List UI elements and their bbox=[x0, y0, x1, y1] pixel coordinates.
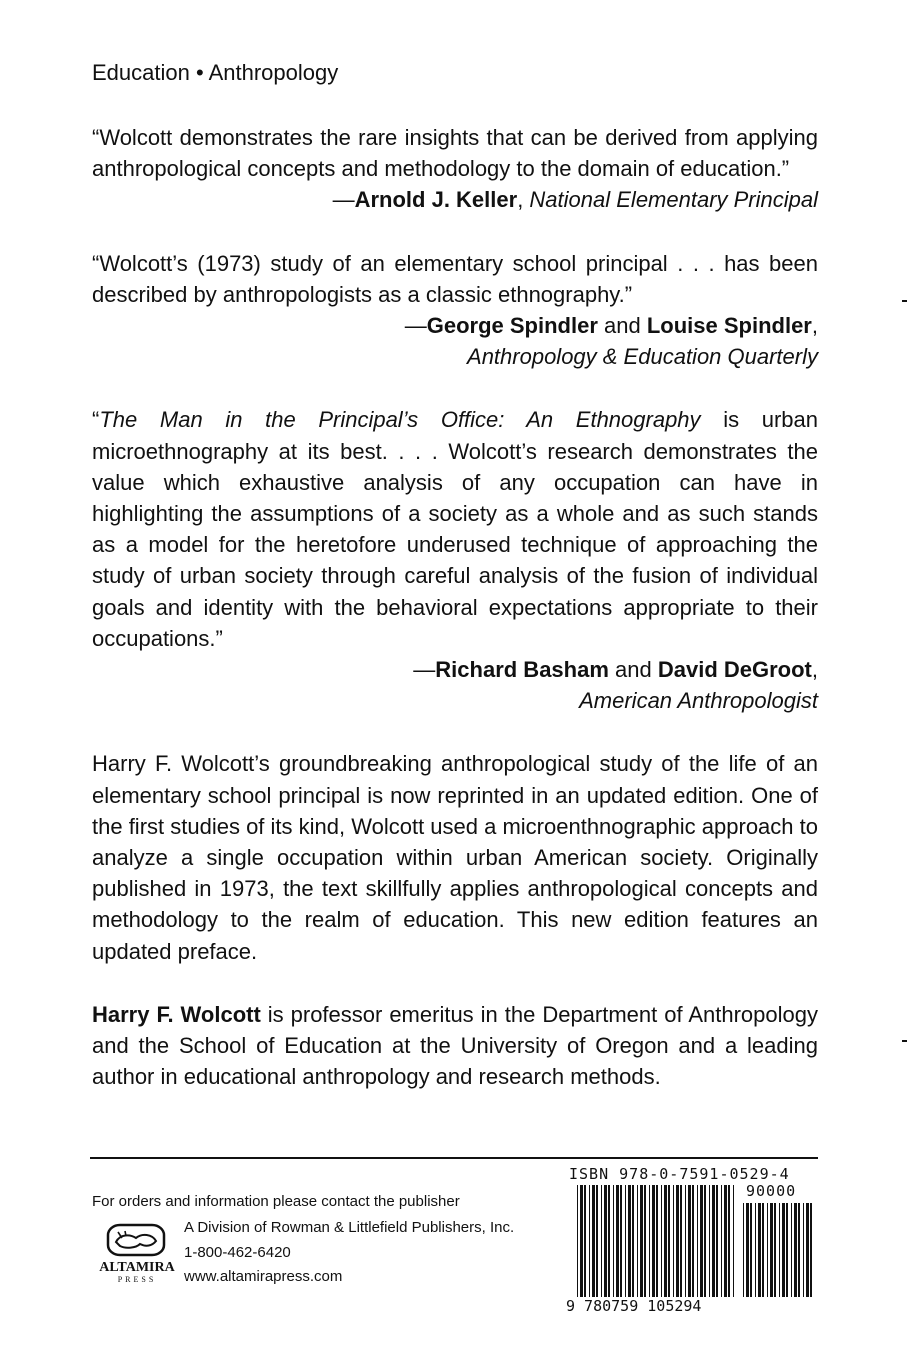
review-quote-2 bbox=[92, 248, 818, 373]
barcode-bar bbox=[652, 1185, 655, 1297]
review-quote-3 bbox=[92, 404, 818, 716]
barcode-bar bbox=[750, 1203, 752, 1297]
barcode-bar bbox=[616, 1185, 619, 1297]
barcode-digits: 9 780759 105294 bbox=[566, 1297, 702, 1315]
barcode-bar bbox=[640, 1185, 643, 1297]
barcode-bar bbox=[661, 1185, 662, 1297]
quote-body: is urban microethnography at its best. . . . Wolcott’s research demonstrates the value which exhaustive analysis of any occupation can have in highlighting the assumptions of a society as a whole and as such stands as a model for the heretofore underused technique of approaching the study of urban society through careful analysis of the fusion of individual goals and identity with the behavioral expectations appropriate to their occupations.” bbox=[92, 407, 818, 651]
reviewer-name: Arnold J. Keller bbox=[354, 187, 518, 213]
barcode-bar bbox=[601, 1185, 602, 1297]
barcode-bar bbox=[649, 1185, 650, 1297]
barcode-bar bbox=[810, 1203, 812, 1297]
altamira-logo-icon bbox=[92, 1222, 182, 1284]
quote-attribution bbox=[92, 654, 818, 685]
reviewer-name: Louise Spindler bbox=[646, 313, 812, 339]
book-title: The Man in the Principal’s Office: An Ethnography bbox=[99, 407, 701, 433]
barcode-bar bbox=[692, 1185, 694, 1297]
barcode-bar bbox=[782, 1203, 785, 1297]
author-name: Harry F. Wolcott bbox=[92, 1001, 261, 1027]
barcode-bar bbox=[664, 1185, 667, 1297]
barcode-bar bbox=[604, 1185, 607, 1297]
barcode-bar bbox=[746, 1203, 749, 1297]
barcode-bar bbox=[608, 1185, 610, 1297]
quote-text: “Wolcott demonstrates the rare insights that can be derived from applying anthropological concepts and methodology to the domain of education.” bbox=[92, 125, 818, 182]
barcode-bar bbox=[628, 1185, 631, 1297]
barcode-bar bbox=[688, 1185, 691, 1297]
barcode-bar bbox=[613, 1185, 614, 1297]
barcode-bar bbox=[656, 1185, 658, 1297]
open-quote: “ bbox=[92, 407, 100, 433]
barcode-bar bbox=[712, 1185, 715, 1297]
quote-attribution bbox=[92, 184, 818, 215]
barcode-bar bbox=[577, 1185, 578, 1297]
barcode-bar bbox=[668, 1185, 670, 1297]
attribution-conjunction: and bbox=[608, 657, 658, 683]
book-description: Harry F. Wolcott’s groundbreaking anthropological study of the life of an elementary school principal is now reprinted in an updated edition. One of the first studies of its kind, Wolcott used a microenthnographic approach to analyze a single occupation within urban American society. Originally published in 1973, the text skillfully applies anthropological concepts and methodology to the realm of education. This new edition features an updated preface. bbox=[92, 751, 818, 964]
attribution-comma: , bbox=[811, 657, 818, 683]
barcode-bar bbox=[697, 1185, 698, 1297]
quote-text: “Wolcott’s (1973) study of an elementary school principal . . . has been described by anthropologists as a classic ethnography.” bbox=[92, 250, 818, 307]
logo-subtitle: PRESS bbox=[117, 1275, 157, 1284]
quote-attribution bbox=[92, 310, 818, 341]
barcode-bar bbox=[584, 1185, 586, 1297]
barcode-bar bbox=[632, 1185, 634, 1297]
barcode-bar bbox=[637, 1185, 638, 1297]
barcode-bar bbox=[806, 1203, 809, 1297]
barcode-bar bbox=[685, 1185, 686, 1297]
barcode-bar bbox=[791, 1203, 792, 1297]
cover-content bbox=[92, 122, 818, 1092]
barcode-bar bbox=[762, 1203, 764, 1297]
barcode-bar bbox=[676, 1185, 679, 1297]
barcode-bar bbox=[704, 1185, 706, 1297]
barcode-bar bbox=[721, 1185, 722, 1297]
crop-mark bbox=[902, 1040, 907, 1042]
category-heading: Education • Anthropology bbox=[92, 60, 339, 85]
barcode-bar bbox=[758, 1203, 761, 1297]
attribution-conjunction: and bbox=[597, 313, 647, 339]
barcode-bar bbox=[798, 1203, 800, 1297]
publisher-phone: 1-800-462-6420 bbox=[184, 1243, 291, 1261]
publication-name: American Anthropologist bbox=[579, 688, 818, 714]
barcode-bar bbox=[596, 1185, 598, 1297]
isbn-number: ISBN 978-0-7591-0529-4 bbox=[569, 1165, 790, 1183]
quote-publication-line bbox=[92, 341, 818, 372]
author-bio bbox=[92, 999, 818, 1093]
publisher-website[interactable]: www.altamirapress.com bbox=[184, 1268, 343, 1285]
publisher-contact: For orders and information please contact the publisher bbox=[92, 1193, 460, 1210]
barcode-bar bbox=[794, 1203, 797, 1297]
attribution-dash: — bbox=[404, 313, 427, 339]
barcode-bar bbox=[755, 1203, 756, 1297]
attribution-dash: — bbox=[413, 657, 436, 683]
logo-wordmark: ALTAMIRA bbox=[99, 1260, 175, 1275]
barcode-bar bbox=[620, 1185, 622, 1297]
barcode-bar bbox=[580, 1185, 583, 1297]
price-addon-bars bbox=[742, 1203, 814, 1297]
footer-divider bbox=[90, 1157, 818, 1159]
barcode-bar bbox=[786, 1203, 788, 1297]
barcode-bar bbox=[625, 1185, 626, 1297]
barcode-bar bbox=[700, 1185, 703, 1297]
attribution-comma: , bbox=[811, 313, 818, 339]
attribution-separator: , bbox=[517, 187, 530, 213]
publication-name: National Elementary Principal bbox=[529, 187, 818, 213]
reviewer-name: David DeGroot bbox=[657, 657, 812, 683]
publication-name: Anthropology & Education Quarterly bbox=[467, 344, 818, 370]
barcode-bar bbox=[728, 1185, 730, 1297]
barcode-bar bbox=[680, 1185, 682, 1297]
barcode-bar bbox=[770, 1203, 773, 1297]
barcode-bar bbox=[743, 1203, 744, 1297]
author-bio-text: is professor emeritus in the Department of Anthropology and the School of Education at the University of Oregon and a leading author in educational anthropology and research methods. bbox=[92, 1001, 819, 1090]
barcode-bar bbox=[673, 1185, 674, 1297]
reviewer-name: George Spindler bbox=[426, 313, 598, 339]
barcode-bar bbox=[779, 1203, 780, 1297]
price-code: 90000 bbox=[746, 1182, 797, 1200]
reviewer-name: Richard Basham bbox=[435, 657, 609, 683]
barcode-bar bbox=[733, 1185, 734, 1297]
barcode-bar bbox=[716, 1185, 718, 1297]
crop-mark bbox=[902, 300, 907, 302]
review-quote-1 bbox=[92, 122, 818, 216]
barcode-bar bbox=[767, 1203, 768, 1297]
publisher-details bbox=[184, 1216, 514, 1290]
publisher-division: A Division of Rowman & Littlefield Publishers, Inc. bbox=[184, 1219, 515, 1236]
barcode-bar bbox=[724, 1185, 727, 1297]
barcode-bar bbox=[803, 1203, 804, 1297]
barcode-bar bbox=[709, 1185, 710, 1297]
quote-text bbox=[92, 404, 818, 654]
barcode-bar bbox=[589, 1185, 590, 1297]
barcode-bar bbox=[592, 1185, 595, 1297]
quote-publication-line bbox=[92, 685, 818, 716]
barcode-bars bbox=[576, 1185, 736, 1297]
barcode-bar bbox=[774, 1203, 776, 1297]
barcode-bar bbox=[644, 1185, 646, 1297]
attribution-dash: — bbox=[332, 187, 355, 213]
isbn-barcode bbox=[566, 1165, 818, 1315]
